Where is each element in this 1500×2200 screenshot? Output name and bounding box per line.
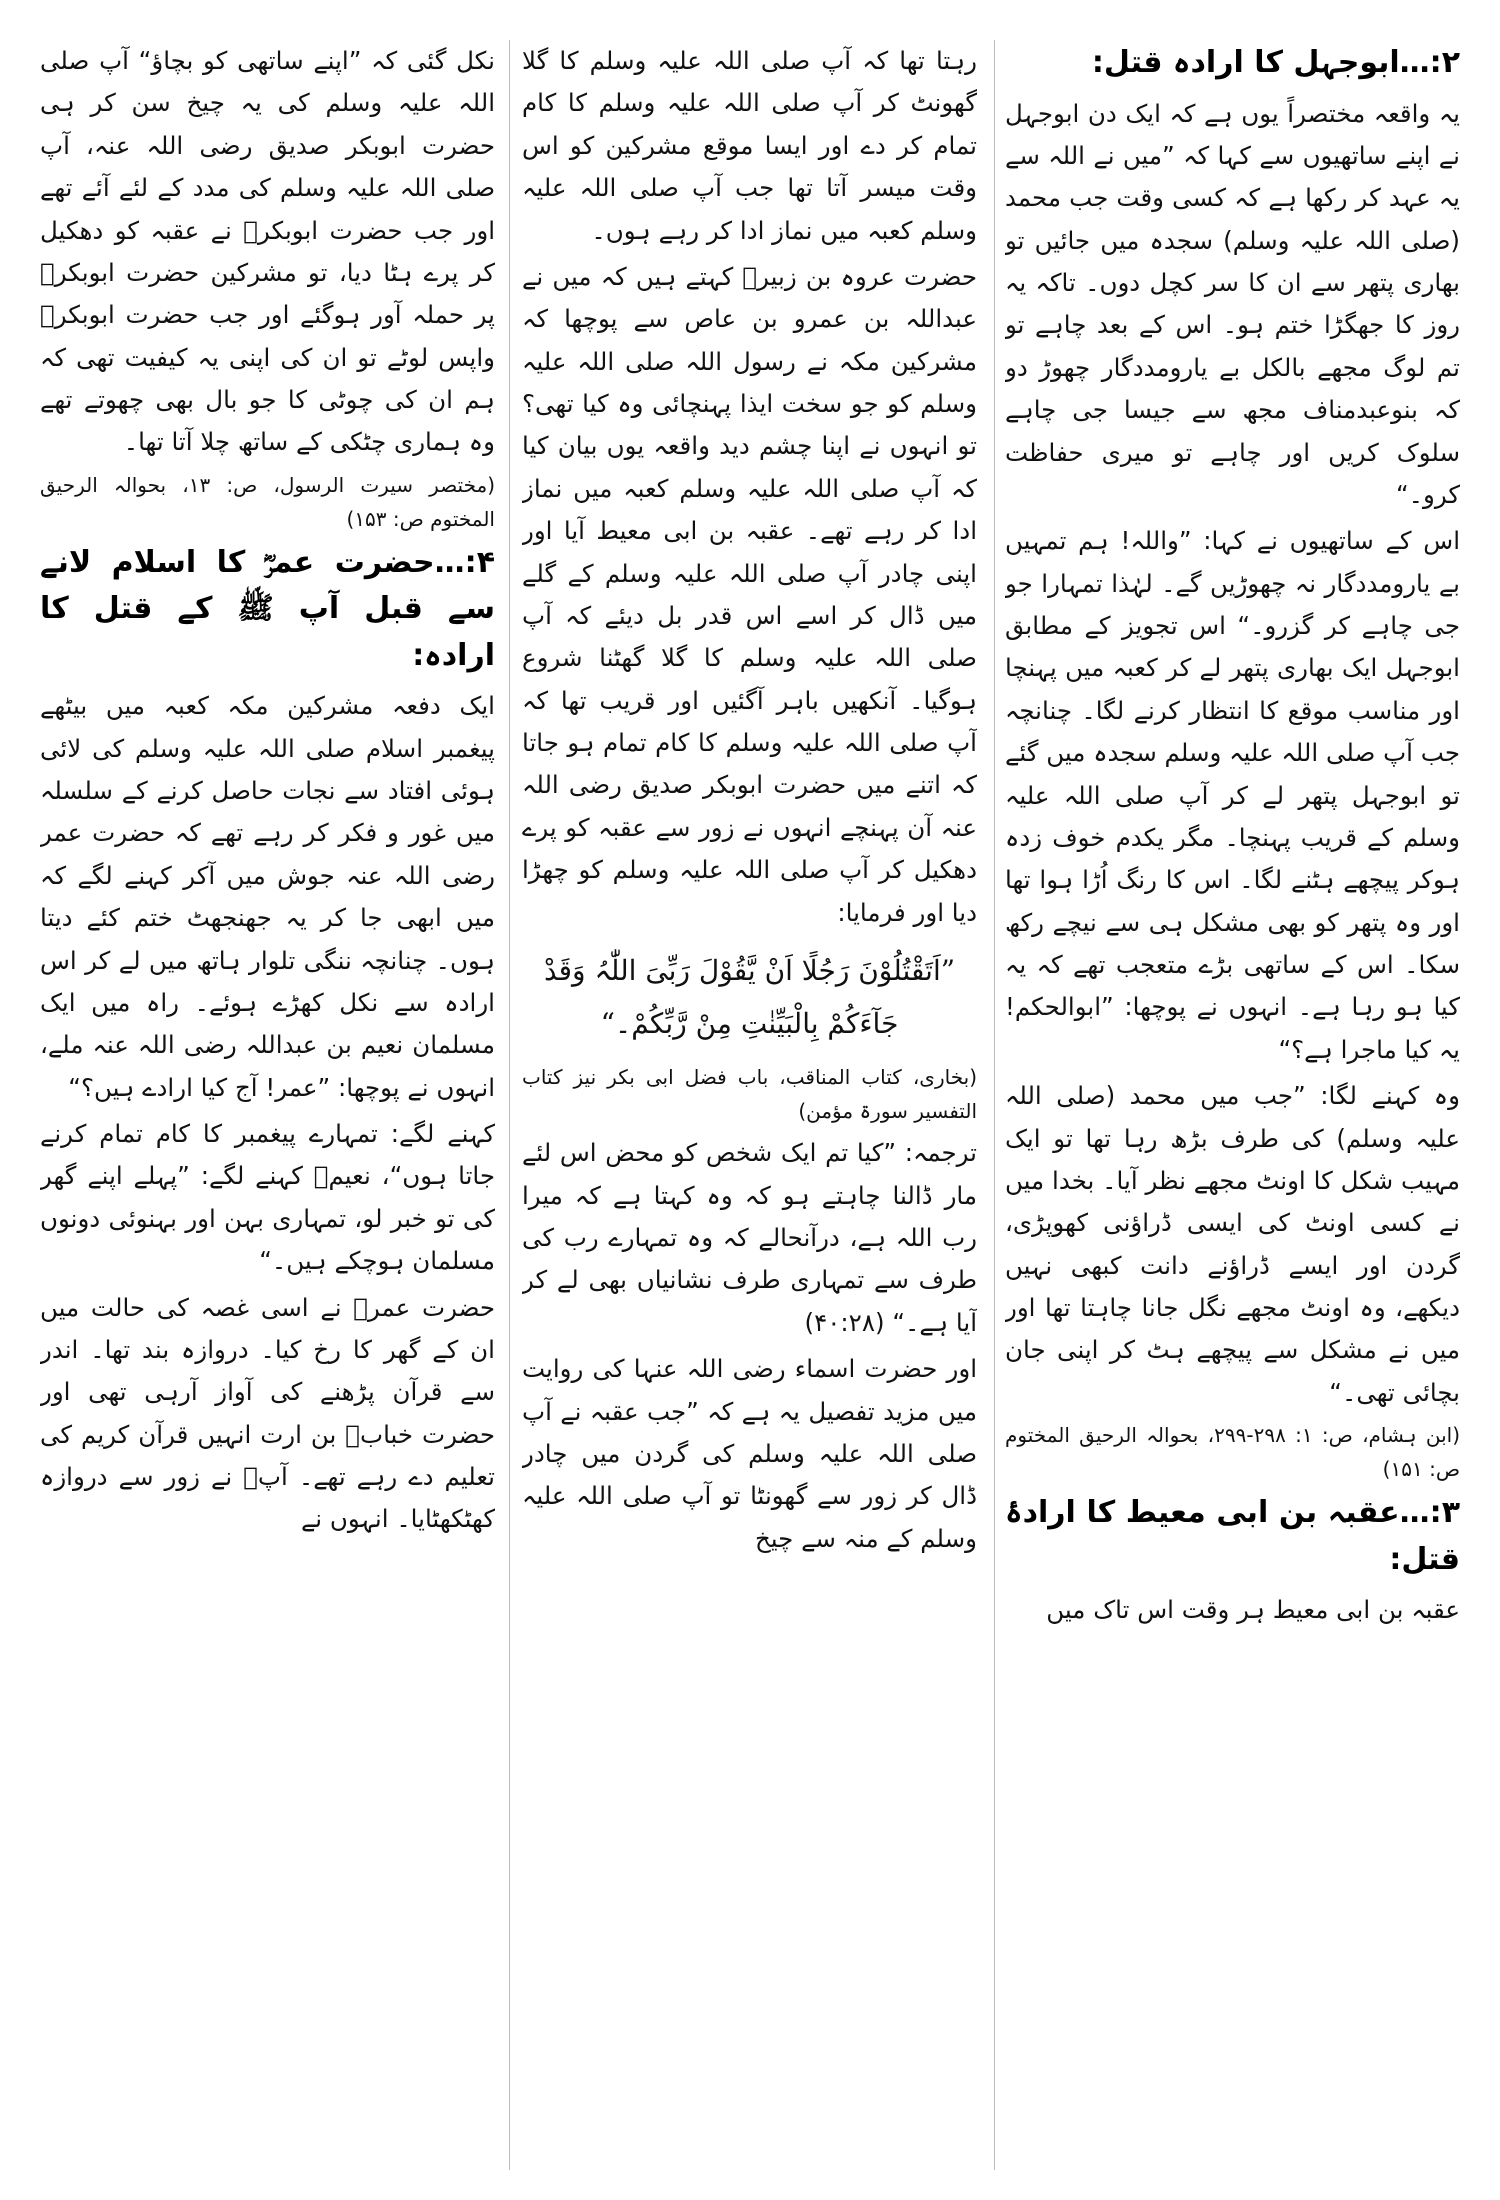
right-column xyxy=(1005,40,1460,2180)
paragraph: اور حضرت اسماء رضی اللہ عنہا کی روایت میں مزید تفصیل یہ ہے کہ ”جب عقبہ نے آپ صلی اللہ علیہ وسلم کی گردن میں چادر ڈال کر زور سے گھونٹا تو آپ صلی اللہ علیہ وسلم کے منہ سے چیخ xyxy=(522,1354,977,1553)
reference-citation: (ابن ہشام، ص: ۱: ۲۹۸-۲۹۹، بحوالہ الرحیق المختوم ص: ۱۵۱) xyxy=(1005,1423,1460,1482)
paragraph: حضرت عمرؓ نے اسی غصہ کی حالت میں ان کے گھر کا رخ کیا۔ دروازہ بند تھا۔ اندر سے قرآن پڑھنے کی آواز آرہی تھی اور حضرت خبابؓ بن ارت انہیں قرآن کریم کی تعلیم دے رہے تھے۔ آپؓ نے زور سے دروازہ کھٹکھٹایا۔ انہوں نے xyxy=(40,1292,495,1534)
section-heading-uqba: ۳:…عقبہ بن ابی معیط کا ارادۂ قتل: xyxy=(1005,1495,1460,1577)
paragraph: اس کے ساتھیوں نے کہا: ”واللہ! ہم تمہیں بے یارومددگار نہ چھوڑیں گے۔ لہٰذا تمہارا جو جی چاہے کر گزرو۔“ اس تجویز کے مطابق ابوجہل ایک بھاری پتھر لے کر کعبہ میں پہنچا اور مناسب موقع کا انتظار کرنے لگا۔ چنانچہ جب آپ صلی اللہ علیہ وسلم سجدہ میں گئے تو ابوجہل پتھر لے کر آپ صلی اللہ علیہ وسلم کے قریب پہنچا۔ مگر یکدم خوف زدہ ہوکر پیچھے ہٹنے لگا۔ اس کا رنگ اُڑا ہوا تھا اور وہ پتھر کو بھی مشکل ہی سے نیچے رکھ سکا۔ اس کے ساتھی بڑے متعجب تھے کہ یہ کیا ہو رہا ہے۔ انہوں نے پوچھا: ”ابوالحکم! یہ کیا ماجرا ہے؟“ xyxy=(1005,526,1460,1064)
paragraph: نکل گئی کہ ”اپنے ساتھی کو بچاؤ“ آپ صلی اللہ علیہ وسلم کی یہ چیخ سن کر ہی حضرت ابوبکر صدیق رضی اللہ عنہ، آپ صلی اللہ علیہ وسلم کی مدد کے لئے آئے تھے اور جب حضرت ابوبکرؓ نے عقبہ کو دھکیل کر پرے ہٹا دیا، تو مشرکین حضرت ابوبکرؓ پر حملہ آور ہوگئے اور جب حضرت ابوبکرؓ واپس لوٹے تو ان کی اپنی یہ کیفیت تھی کہ ہم ان کی چوٹی کا جو بال بھی چھوتے تھے وہ ہماری چٹکی کے ساتھ چلا آتا تھا۔ xyxy=(40,46,495,457)
paragraph: رہتا تھا کہ آپ صلی اللہ علیہ وسلم کا گلا گھونٹ کر آپ صلی اللہ علیہ وسلم کا کام تمام کر دے اور ایسا موقع مشرکین کو اس وقت میسر آتا تھا جب آپ صلی اللہ علیہ وسلم کعبہ میں نماز ادا کر رہے ہوں۔ xyxy=(522,46,977,245)
quranic-verse: ”اَتَقْتُلُوْنَ رَجُلًا اَنْ یَّقُوْلَ رَبِّیَ اللّٰہُ وَقَدْ جَآءَکُمْ بِالْبَیِّنٰتِ مِنْ رَّبِّکُمْ۔“ xyxy=(543,953,956,1041)
section-heading-abu-jahl: ۲:…ابوجہل کا ارادہ قتل: xyxy=(1091,45,1460,80)
reference-citation: (مختصر سیرت الرسول، ص: ۱۳، بحوالہ الرحیق المختوم ص: ۱۵۳) xyxy=(40,472,495,531)
section-heading-umar: ۴:…حضرت عمرؓ کا اسلام لانے سے قبل آپ ﷺ کے قتل کا ارادہ: xyxy=(40,544,495,673)
paragraph: کہنے لگے: تمہارے پیغمبر کا کام تمام کرنے جاتا ہوں“، نعیمؓ کہنے لگے: ”پہلے اپنے گھر کی تو خبر لو، تمہاری بہن اور بہنوئی دونوں مسلمان ہوچکے ہیں۔“ xyxy=(40,1119,495,1276)
column-divider xyxy=(509,40,510,2170)
left-column xyxy=(40,40,495,2180)
reference-citation: (بخاری، کتاب المناقب، باب فضل ابی بکر نیز کتاب التفسیر سورۃ مؤمن) xyxy=(522,1065,977,1124)
translation-paragraph: ترجمہ: ”کیا تم ایک شخص کو محض اس لئے مار ڈالنا چاہتے ہو کہ وہ کہتا ہے کہ میرا رب اللہ ہے، درآنحالے کہ وہ تمہارے رب کی طرف سے تمہاری طرف نشانیاں بھی لے کر آیا ہے۔“ (۴۰:۲۸) xyxy=(522,1138,977,1337)
paragraph: حضرت عروہ بن زبیرؓ کہتے ہیں کہ میں نے عبداللہ بن عمرو بن عاص سے پوچھا کہ مشرکین مکہ نے رسول اللہ صلی اللہ علیہ وسلم کو جو سخت ایذا پہنچائی وہ کیا تھی؟ تو انہوں نے اپنا چشم دید واقعہ یوں بیان کیا کہ آپ صلی اللہ علیہ وسلم کعبہ میں نماز ادا کر رہے تھے۔ عقبہ بن ابی معیط آیا اور اپنی چادر آپ صلی اللہ علیہ وسلم کے گلے میں ڈال کر اسے اس قدر بل دیئے کہ آپ صلی اللہ علیہ وسلم کا گلا گھٹنا شروع ہوگیا۔ آنکھیں باہر آگئیں اور قریب تھا کہ آپ صلی اللہ علیہ وسلم کا کام تمام ہو جاتا کہ اتنے میں حضرت ابوبکر صدیق رضی اللہ عنہ آن پہنچے انہوں نے زور سے عقبہ کو پرے دھکیل کر آپ صلی اللہ علیہ وسلم کو چھڑا دیا اور فرمایا: xyxy=(522,261,977,927)
paragraph: وہ کہنے لگا: ”جب میں محمد (صلی اللہ علیہ وسلم) کی طرف بڑھ رہا تھا تو ایک مہیب شکل کا اونٹ مجھے نظر آیا۔ بخدا میں نے کسی اونٹ کی ایسی ڈراؤنی کھوپڑی، گردن اور ایسے ڈراؤنے دانت کبھی نہیں دیکھے، وہ اونٹ مجھے نگل جانا چاہتا تھا اور میں نے مشکل سے پیچھے ہٹ کر اپنی جان بچائی تھی۔“ xyxy=(1005,1081,1460,1407)
paragraph: ایک دفعہ مشرکین مکہ کعبہ میں بیٹھے پیغمبر اسلام صلی اللہ علیہ وسلم کی لائی ہوئی افتاد سے نجات حاصل کرنے کے سلسلہ میں غور و فکر کر رہے تھے کہ حضرت عمر رضی اللہ عنہ جوش میں آکر کہنے لگے کہ میں ابھی جا کر یہ جھنجھٹ ختم کئے دیتا ہوں۔ چنانچہ ننگی تلوار ہاتھ میں لے کر اس ارادہ سے نکل کھڑے ہوئے۔ راہ میں ایک مسلمان نعیم بن عبداللہ رضی اللہ عنہ ملے، انہوں نے پوچھا: ”عمر! آج کیا ارادے ہیں؟“ xyxy=(40,691,495,1102)
paragraph: عقبہ بن ابی معیط ہر وقت اس تاک میں xyxy=(1046,1595,1460,1625)
column-divider xyxy=(994,40,995,2170)
middle-column xyxy=(522,40,977,2180)
paragraph: یہ واقعہ مختصراً یوں ہے کہ ایک دن ابوجہل نے اپنے ساتھیوں سے کہا کہ ”میں نے اللہ سے یہ عہد کر رکھا ہے کہ کسی وقت جب محمد (صلی اللہ علیہ وسلم) سجدہ میں جائیں تو بھاری پتھر سے ان کا سر کچل دوں۔ تاکہ یہ روز کا جھگڑا ختم ہو۔ اس کے بعد چاہے تو تم لوگ مجھے بالکل بے یارومددگار چھوڑ دو کہ بنوعبدمناف مجھ سے جیسا جی چاہے سلوک کریں اور چاہے تو میری حفاظت کرو۔“ xyxy=(1005,98,1460,509)
